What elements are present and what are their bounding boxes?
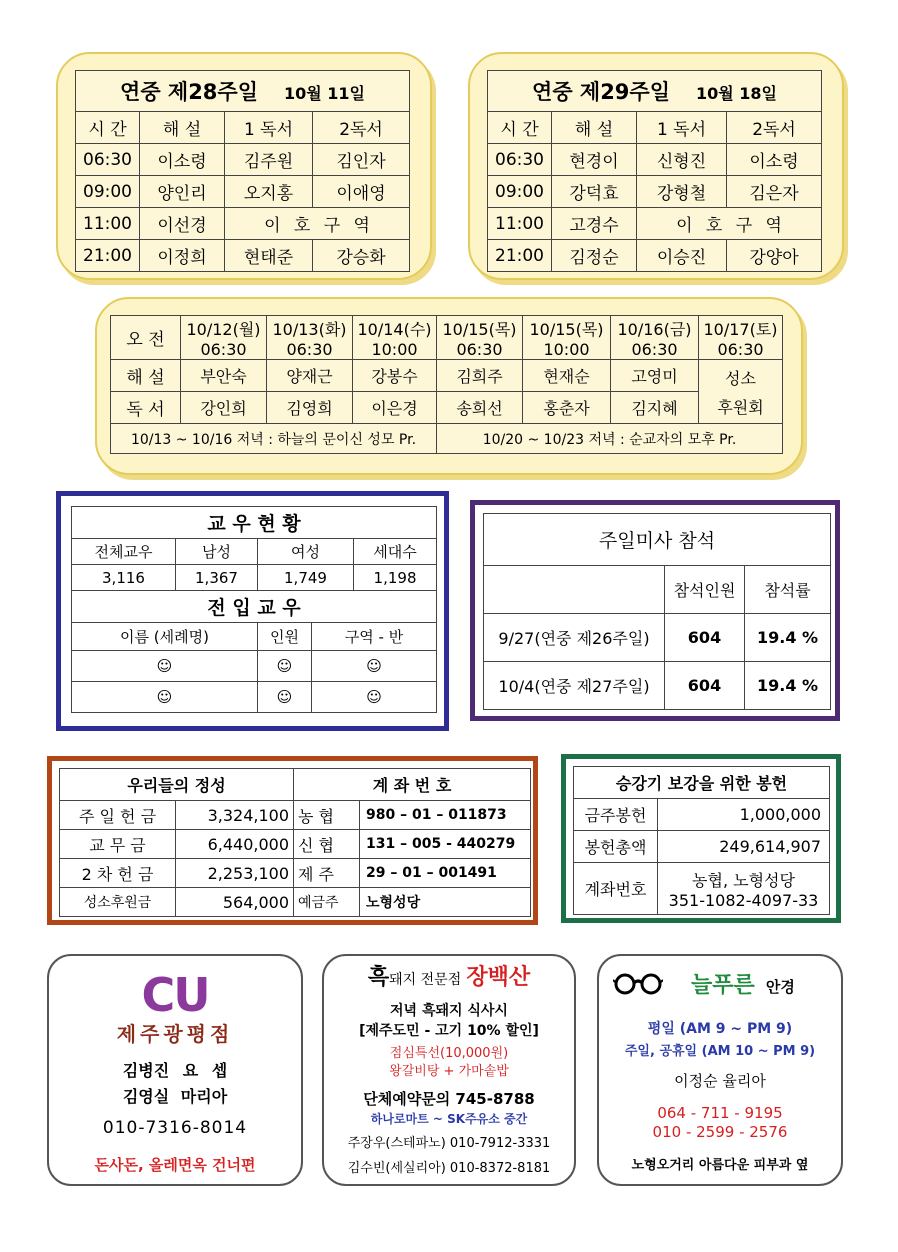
sat-group: 성소 후원회 <box>699 360 783 424</box>
table-row: 계좌번호 농협, 노형성당 351-1082-4097-33 <box>574 863 830 915</box>
schedule-title: 연중 제28주일 <box>120 80 258 104</box>
members-title: 교 우 현 황 <box>72 507 437 539</box>
schedule-header-row: 시 간 해 설 1 독서 2독서 <box>488 112 822 144</box>
weekday-note-row: 10/13 ~ 10/16 저녁 : 하늘의 문이신 성모 Pr. 10/20 ~ 10/23 저녁 : 순교자의 모후 Pr. <box>111 424 783 454</box>
offerings-frame <box>47 756 538 925</box>
weekday-commentary-row: 해 설 부안숙 양재근 강봉수 김희주 현재순 고영미 성소 후원회 <box>111 360 783 392</box>
schedule-right-frame <box>468 52 844 280</box>
offerings-title: 우리들의 정성 <box>60 769 294 801</box>
table-row: 11:00 이선경 이 호 구 역 <box>76 208 410 240</box>
attendance-frame <box>470 500 840 721</box>
table-row: 06:30 현경이 신형진 이소령 <box>488 144 822 176</box>
table-row: 9/27(연중 제26주일) 604 19.4 % <box>484 614 831 662</box>
restaurant-name: 장백산 <box>466 965 531 990</box>
schedule-title: 연중 제29주일 <box>532 80 670 104</box>
weekday-schedule-table <box>110 315 783 454</box>
weekday-reading-row: 독 서 강인희 김영희 이은경 송희선 홍춘자 김지혜 <box>111 392 783 424</box>
table-row: ☺ ☺ ☺ <box>72 651 437 682</box>
table-row: 09:00 양인리 오지홍 이애영 <box>76 176 410 208</box>
schedule-left-table <box>75 70 410 272</box>
account-title: 계 좌 번 호 <box>294 769 531 801</box>
cu-phone: 010-7316-8014 <box>102 1118 248 1138</box>
table-row: 09:00 강덕효 강형철 김은자 <box>488 176 822 208</box>
schedule-header-row: 시 간 해 설 1 독서 2독서 <box>76 112 410 144</box>
weekday-date-row: 오 전 10/12(월) 06:30 10/13(화) 06:30 10/14(수) 10:00 10/15(목) 06:30 10/15(목) 10:00 10/16(금) 06:30 10/17(토) 06:30 <box>111 316 783 360</box>
members-table: 교 우 현 황 전체교우 남성 여성 세대수 3,116 1,367 1,749 1,198 전 입 교 우 이름 (세례명) 인원 구역 - 반 ☺ ☺ ☺ ☺ ☺ ☺ <box>71 506 437 713</box>
ad-optical: 늘푸른 안경 평일 (AM 9 ~ PM 9) 주일, 공휴일 (AM 10 ~ PM 9) 이정순 율리아 064 - 711 - 9195 010 - 2599 - 2576 노형오거리 아름다운 피부과 옆 <box>597 954 843 1186</box>
table-row: 2 차 헌 금 2,253,100 제 주 29 – 01 – 001491 <box>60 859 531 888</box>
table-row: 금주봉헌 1,000,000 <box>574 799 830 831</box>
offerings-table <box>59 768 531 917</box>
schedule-date: 10월 18일 <box>696 84 778 103</box>
members-frame <box>56 491 449 731</box>
table-row: 주 일 헌 금 3,324,100 농 협 980 – 01 – 011873 <box>60 801 531 830</box>
schedule-date: 10월 11일 <box>284 84 366 103</box>
schedule-left-frame <box>56 52 432 280</box>
table-row: 06:30 이소령 김주원 김인자 <box>76 144 410 176</box>
elevator-table <box>573 766 830 915</box>
table-row: 21:00 김정순 이승진 강양아 <box>488 240 822 272</box>
attendance-table: 주일미사 참석 참석인원 참석률 9/27(연중 제26주일) 604 19.4 % 10/4(연중 제27주일) 604 19.4 % <box>483 513 831 710</box>
table-row: 봉헌총액 249,614,907 <box>574 831 830 863</box>
cu-store-name: 제주광평점 <box>116 1022 234 1046</box>
table-row: 21:00 이정희 현태준 강승화 <box>76 240 410 272</box>
table-row: ☺ ☺ ☺ <box>72 682 437 713</box>
glasses-icon <box>613 972 663 996</box>
table-row: 10/4(연중 제27주일) 604 19.4 % <box>484 662 831 710</box>
transfer-title: 전 입 교 우 <box>72 591 437 623</box>
elevator-title: 승강기 보강을 위한 봉헌 <box>574 767 830 799</box>
elevator-frame <box>561 754 841 923</box>
table-row: 성소후원금 564,000 예금주 노형성당 <box>60 888 531 917</box>
ad-cu: CU 제주광평점 김병진 요 셉 김영실 마리아 010-7316-8014 돈사돈, 올레면옥 건너편 <box>47 954 303 1186</box>
optical-name: 늘푸른 <box>691 973 755 998</box>
table-row: 11:00 고경수 이 호 구 역 <box>488 208 822 240</box>
schedule-right-table <box>487 70 822 272</box>
ad-jangbaeksan: 흑돼지 전문점 장백산 저녁 흑돼지 식사시 [제주도민 - 고기 10% 할인] 점심특선(10,000원) 왕갈비탕 + 가마솥밥 단체예약문의 745-8788 하나로마트 ~ SK주유소 중간 주장우(스테파노) 010-7912-3331 김수빈(세실리아) 010-8372-8181 <box>322 954 576 1186</box>
cu-logo: CU <box>141 968 209 1022</box>
weekday-schedule-frame <box>95 297 803 475</box>
table-row: 교 무 금 6,440,000 신 협 131 – 005 - 440279 <box>60 830 531 859</box>
attendance-title: 주일미사 참석 <box>484 514 831 566</box>
